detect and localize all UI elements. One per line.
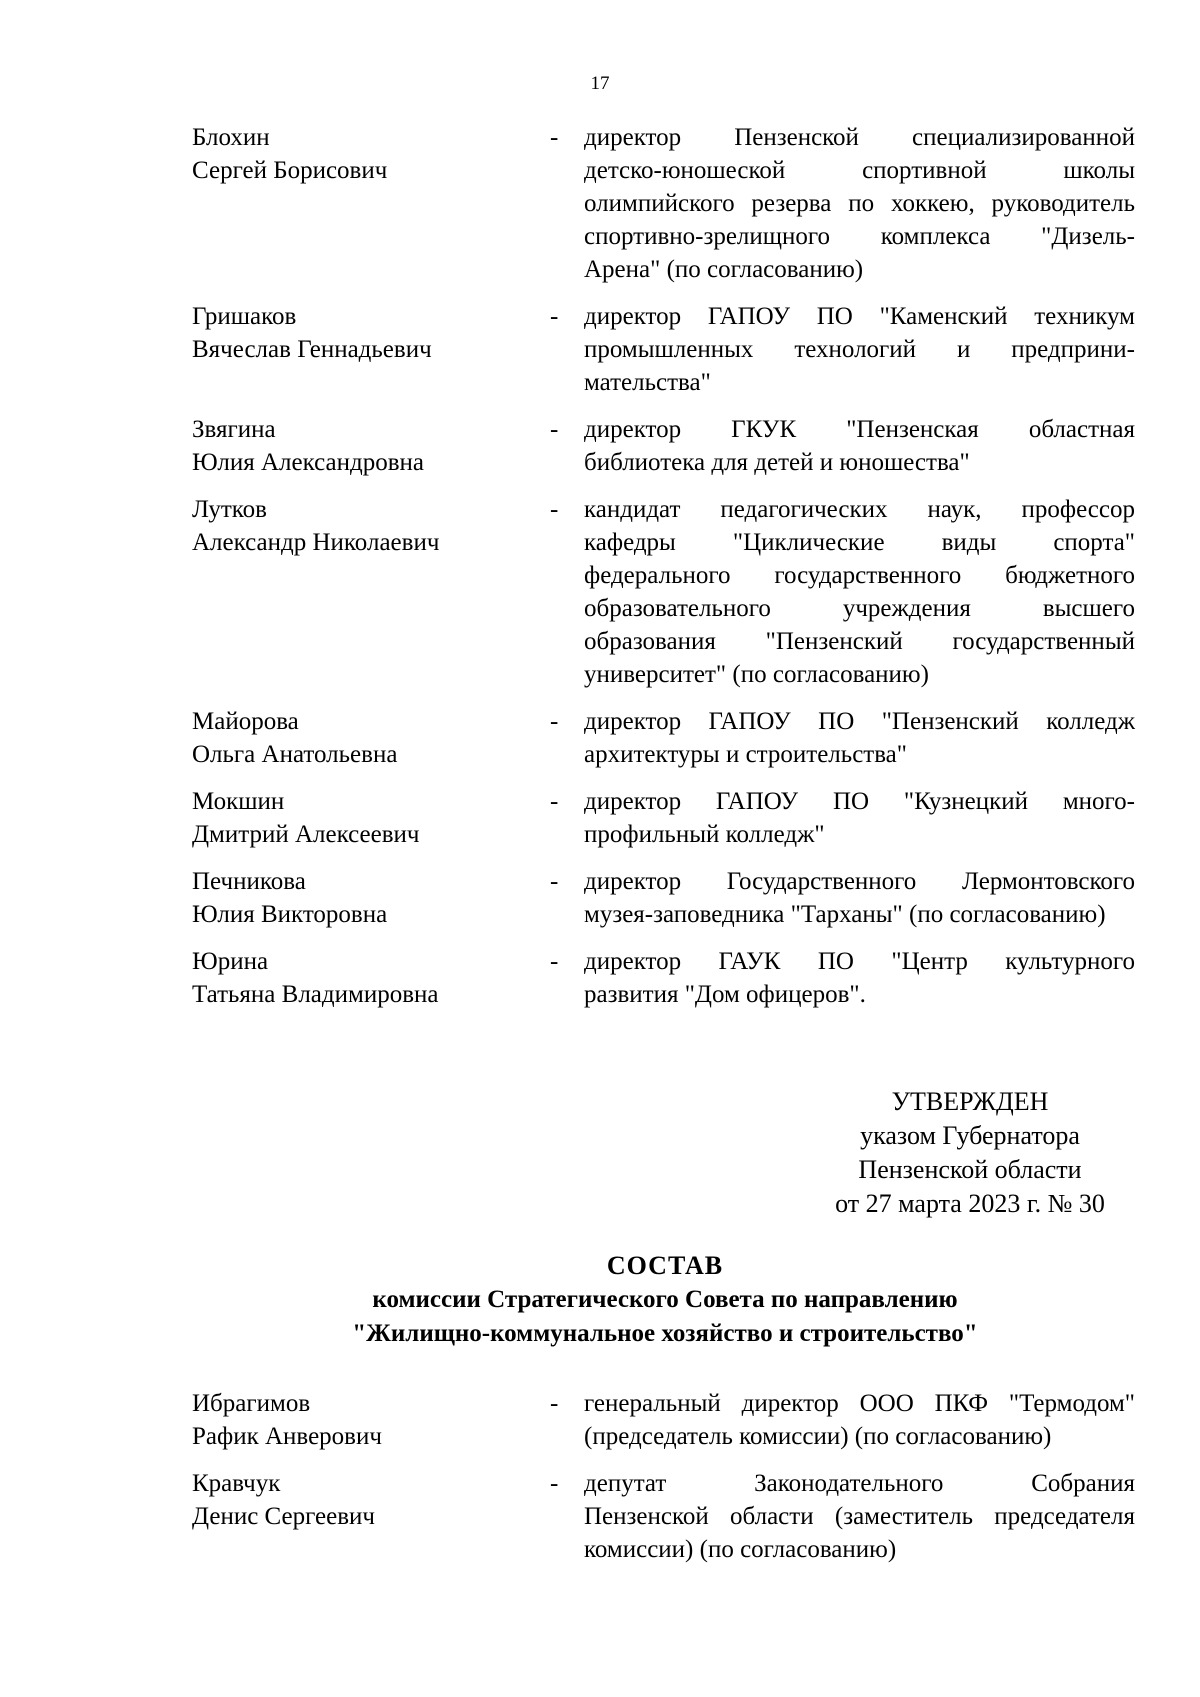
member-name [192, 1467, 548, 1566]
member-surname: Печникова [192, 868, 306, 895]
member-surname: Кравчук [192, 1470, 281, 1497]
role-line: директор ГАПОУ ПО "Пензенский колледж [584, 708, 1135, 735]
member-entry [192, 945, 1135, 1011]
composition-subtitle: комиссии Стратегического Совета по направлению [372, 1286, 958, 1313]
member-role [584, 865, 1135, 931]
role-line: кандидат педагогических наук, профессор [584, 496, 1135, 523]
dash-separator: - [550, 708, 559, 735]
member-role [584, 1387, 1135, 1453]
member-name [192, 945, 548, 1011]
member-given-name: Юлия Александровна [192, 449, 424, 476]
member-given-name: Александр Николаевич [192, 529, 440, 556]
role-line: Пензенской области (заместитель председателя [584, 1503, 1135, 1530]
dash-separator: - [550, 788, 559, 815]
page-number: 17 [590, 73, 610, 94]
member-surname: Звягина [192, 416, 276, 443]
member-role [584, 1467, 1135, 1566]
role-line: спортивно-зрелищного комплекса "Дизель- [584, 223, 1135, 250]
approval-block [800, 1085, 1140, 1221]
member-role [584, 705, 1135, 771]
composition-title: СОСТАВ [606, 1251, 724, 1280]
member-name [192, 121, 548, 286]
member-role [584, 493, 1135, 691]
approval-status: УТВЕРЖДЕН [891, 1087, 1049, 1116]
member-entry [192, 1467, 1135, 1566]
role-line: кафедры "Циклические виды спорта" [584, 529, 1135, 556]
approval-authority: указом Губернатора [860, 1121, 1080, 1150]
member-given-name: Юлия Викторовна [192, 901, 388, 928]
member-given-name: Денис Сергеевич [192, 1503, 376, 1530]
role-line: образовательного учреждения высшего [584, 595, 1135, 622]
role-line: директор ГАПОУ ПО "Каменский техникум [584, 303, 1135, 330]
member-surname: Блохин [192, 124, 270, 151]
member-given-name: Дмитрий Алексеевич [192, 821, 420, 848]
member-given-name: Рафик Анверович [192, 1423, 382, 1450]
role-line: генеральный директор ООО ПКФ "Термодом" [584, 1390, 1135, 1417]
role-line: олимпийского резерва по хоккею, руководитель [584, 190, 1135, 217]
member-given-name: Вячеслав Геннадьевич [192, 336, 432, 363]
member-surname: Гришаков [192, 303, 297, 330]
role-line: профильный колледж" [584, 821, 825, 848]
member-name [192, 300, 548, 399]
member-list-bottom [192, 1387, 1135, 1580]
composition-subtitle: "Жилищно-коммунальное хозяйство и строительство" [352, 1320, 978, 1347]
member-surname: Лутков [192, 496, 267, 523]
dash-separator: - [550, 1470, 559, 1497]
role-line: директор Пензенской специализированной [584, 124, 1135, 151]
approval-region: Пензенской области [858, 1155, 1082, 1184]
dash-separator: - [550, 948, 559, 975]
member-name [192, 865, 548, 931]
member-name [192, 413, 548, 479]
member-entry [192, 785, 1135, 851]
member-role [584, 300, 1135, 399]
dash-separator: - [550, 303, 559, 330]
role-line: директор ГКУК "Пензенская областная [584, 416, 1135, 443]
member-role [584, 121, 1135, 286]
member-name [192, 493, 548, 691]
member-entry [192, 493, 1135, 691]
member-entry [192, 300, 1135, 399]
member-role [584, 945, 1135, 1011]
member-entry [192, 865, 1135, 931]
dash-separator: - [550, 1390, 559, 1417]
role-line: федерального государственного бюджетного [584, 562, 1135, 589]
role-line: Арена" (по согласованию) [584, 256, 864, 283]
member-given-name: Сергей Борисович [192, 157, 388, 184]
role-line: комиссии) (по согласованию) [584, 1536, 897, 1563]
member-entry [192, 413, 1135, 479]
member-entry [192, 1387, 1135, 1453]
role-line: образования "Пензенский государственный [584, 628, 1135, 655]
member-surname: Ибрагимов [192, 1390, 311, 1417]
member-role [584, 413, 1135, 479]
member-given-name: Татьяна Владимировна [192, 981, 439, 1008]
role-line: промышленных технологий и предприни- [584, 336, 1135, 363]
role-line: университет" (по согласованию) [584, 661, 929, 688]
member-surname: Мокшин [192, 788, 285, 815]
member-name [192, 1387, 548, 1453]
member-role [584, 785, 1135, 851]
role-line: архитектуры и строительства" [584, 741, 907, 768]
dash-separator: - [550, 124, 559, 151]
composition-heading [0, 1249, 1200, 1351]
member-name [192, 705, 548, 771]
role-line: мательства" [584, 369, 711, 396]
role-line: библиотека для детей и юношества" [584, 449, 970, 476]
role-line: (председатель комиссии) (по согласованию) [584, 1423, 1052, 1450]
role-line: депутат Законодательного Собрания [584, 1470, 1135, 1497]
member-list-top [192, 121, 1135, 1025]
dash-separator: - [550, 496, 559, 523]
role-line: музея-заповедника "Тарханы" (по согласованию) [584, 901, 1106, 928]
role-line: директор ГАУК ПО "Центр культурного [584, 948, 1135, 975]
approval-date-number: от 27 марта 2023 г. № 30 [835, 1189, 1105, 1218]
member-name [192, 785, 548, 851]
member-surname: Юрина [192, 948, 269, 975]
role-line: развития "Дом офицеров". [584, 981, 866, 1008]
member-entry [192, 121, 1135, 286]
member-entry [192, 705, 1135, 771]
member-surname: Майорова [192, 708, 299, 735]
role-line: директор ГАПОУ ПО "Кузнецкий много- [584, 788, 1135, 815]
role-line: детско-юношеской спортивной школы [584, 157, 1135, 184]
dash-separator: - [550, 868, 559, 895]
dash-separator: - [550, 416, 559, 443]
member-given-name: Ольга Анатольевна [192, 741, 398, 768]
role-line: директор Государственного Лермонтовского [584, 868, 1135, 895]
